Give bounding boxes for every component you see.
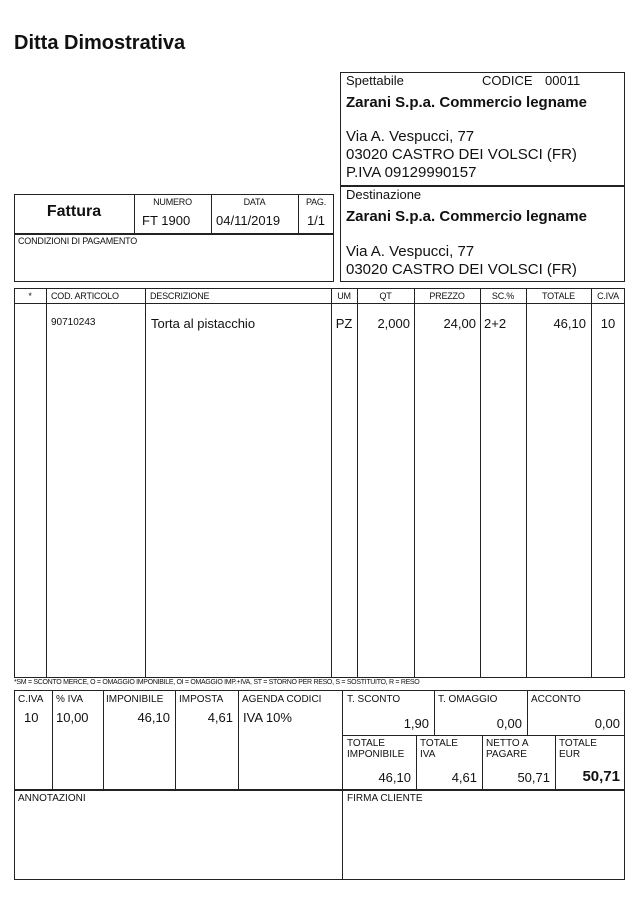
- vat-header-code: C.IVA: [18, 694, 44, 705]
- invoice-number-label: NUMERO: [153, 197, 192, 207]
- legend-text: *SM = SCONTO MERCE, O = OMAGGIO IMPONIBILE, OI = OMAGGIO IMP.+IVA, ST = STORNO PER RESO, S = SOSTITUITO, R = RESO: [14, 679, 420, 686]
- item-total: 46,10: [553, 316, 586, 331]
- vat-row-taxable: 46,10: [137, 710, 170, 725]
- net-payable-label-2: PAGARE: [486, 749, 527, 760]
- invoice-number: FT 1900: [142, 213, 191, 228]
- notes-label: ANNOTAZIONI: [18, 793, 86, 804]
- customer-vat: P.IVA 09129990157: [346, 164, 477, 181]
- net-payable-label-1: NETTO A: [486, 738, 529, 749]
- invoice-date-label: DATA: [243, 197, 266, 207]
- item-discount: 2+2: [484, 316, 507, 331]
- customer-name: Zarani S.p.a. Commercio legname: [346, 94, 587, 111]
- col-header-vat: C.IVA: [597, 291, 619, 301]
- vat-total-label-1: TOTALE: [420, 738, 458, 749]
- col-header-total: TOTALE: [542, 291, 575, 301]
- payment-conditions-label: CONDIZIONI DI PAGAMENTO: [18, 236, 138, 246]
- vat-row-tax: 4,61: [207, 710, 233, 725]
- invoice-page: 1/1: [306, 213, 326, 228]
- col-header-code: COD. ARTICOLO: [51, 291, 119, 301]
- discount-total-label: T. SCONTO: [347, 694, 401, 705]
- item-qt: 2,000: [377, 316, 410, 331]
- eur-total-label-1: TOTALE: [559, 738, 597, 749]
- customer-code: 00011: [545, 73, 581, 88]
- taxable-total-value: 46,10: [378, 770, 411, 785]
- vat-row-code: 10: [24, 710, 39, 725]
- taxable-total-label-1: TOTALE: [347, 738, 385, 749]
- invoice-page-label: PAG.: [305, 197, 327, 207]
- notes-signature-box: [14, 790, 625, 880]
- col-header-um: UM: [337, 291, 351, 301]
- eur-total-value: 50,71: [582, 768, 620, 785]
- vat-row-agenda: IVA 10%: [243, 710, 292, 725]
- deposit-value: 0,00: [594, 716, 620, 731]
- gift-total-label: T. OMAGGIO: [438, 694, 498, 705]
- destination-city: 03020 CASTRO DEI VOLSCI (FR): [346, 261, 577, 278]
- vat-header-pct: % IVA: [56, 694, 84, 705]
- vat-total-label-2: IVA: [420, 749, 436, 760]
- vat-header-agenda: AGENDA CODICI: [242, 694, 322, 705]
- col-header-discount: SC.%: [491, 291, 515, 301]
- customer-city: 03020 CASTRO DEI VOLSCI (FR): [346, 146, 577, 163]
- vat-total-value: 4,61: [451, 770, 477, 785]
- discount-total-value: 1,90: [403, 716, 429, 731]
- eur-total-label-2: EUR: [559, 749, 581, 760]
- destination-street: Via A. Vespucci, 77: [346, 243, 475, 260]
- customer-code-label: CODICE: [482, 73, 533, 88]
- item-description: Torta al pistacchio: [151, 316, 256, 331]
- destination-label: Destinazione: [346, 187, 422, 202]
- customer-street: Via A. Vespucci, 77: [346, 128, 475, 145]
- invoice-date: 04/11/2019: [216, 213, 281, 228]
- item-vat: 10: [600, 316, 616, 331]
- signature-label: FIRMA CLIENTE: [347, 793, 423, 804]
- destination-name: Zarani S.p.a. Commercio legname: [346, 208, 587, 225]
- taxable-total-label-2: IMPONIBILE: [347, 749, 405, 760]
- vat-header-taxable: IMPONIBILE: [106, 694, 164, 705]
- item-price: 24,00: [443, 316, 476, 331]
- net-payable-value: 50,71: [517, 770, 550, 785]
- vat-header-tax: IMPOSTA: [179, 694, 224, 705]
- item-um: PZ: [335, 316, 353, 331]
- company-name: Ditta Dimostrativa: [14, 32, 186, 54]
- col-header-price: PREZZO: [429, 291, 465, 301]
- col-header-star: *: [28, 291, 32, 301]
- invoice-type: Fattura: [46, 203, 102, 220]
- vat-row-pct: 10,00: [56, 710, 89, 725]
- gift-total-value: 0,00: [496, 716, 522, 731]
- items-table: [14, 288, 625, 678]
- col-header-description: DESCRIZIONE: [150, 291, 210, 301]
- deposit-label: ACCONTO: [531, 694, 581, 705]
- item-code: 90710243: [51, 317, 96, 328]
- customer-label: Spettabile: [346, 73, 404, 88]
- col-header-qt: QT: [379, 291, 392, 301]
